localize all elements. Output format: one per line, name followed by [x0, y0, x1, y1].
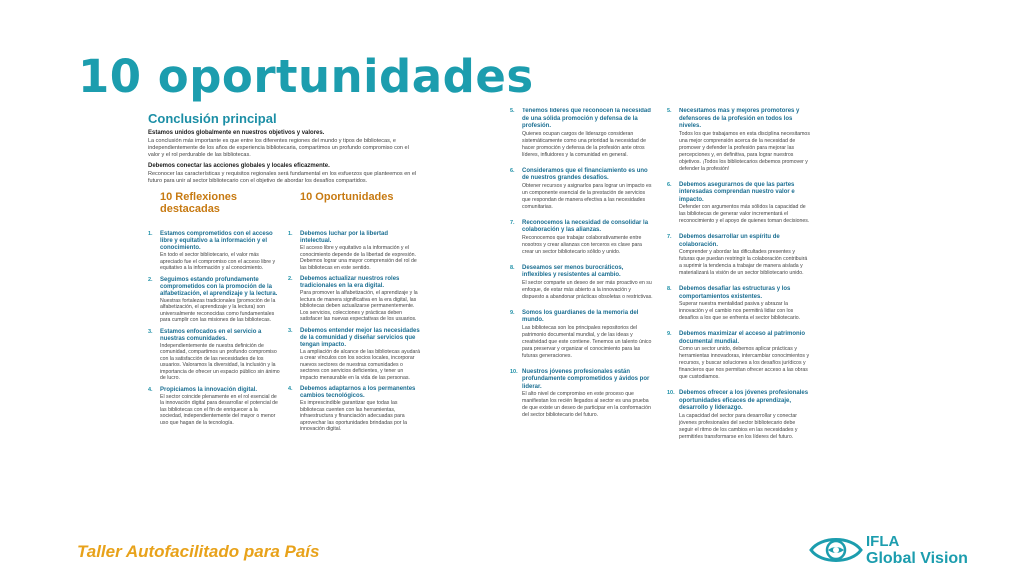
item-title: Seguimos estando profundamente comprometidos con la promoción de la alfabetización, el aprendizaje y la lectura. [160, 276, 278, 297]
item-text: En todo el sector bibliotecario, el valor más apreciado fue el compromiso con el acceso libre y equitativo a la información y al conocimiento. [160, 252, 276, 271]
list-item [667, 108, 810, 173]
item-title: Estamos comprometidos con el acceso libre y equitativo a la información y el conocimiento. [160, 231, 273, 251]
item-title: Debemos ofrecer a los jóvenes profesionales oportunidades eficaces de aprendizaje, desarrollo y liderazgo. [679, 390, 809, 411]
item-text: Comprender y abordar las dificultades presentes y futuras que puedan restringir la colaboración contribuirá a suprimir la tendencia a trabajar de manera aislada y materializará la visión de un sector bibliotecario unido. [679, 249, 808, 276]
list-item [288, 328, 420, 382]
item-text: Independientemente de nuestra definición de comunidad, compartimos un profundo compromiso con la satisfacción de las necesidades de los usuarios. Valoramos la diversidad, la inclusión y la importancia de ofrecer un espacio público sin ánimo de lucro. [160, 342, 280, 381]
list-item [148, 387, 280, 427]
item-text: El sector comparte un deseo de ser más proactivo en su enfoque, de estar más abierto a la innovación y dispuesto a abandonar prácticas obsoletas o restrictivas. [522, 279, 653, 300]
document-page-right [510, 108, 810, 536]
opportunities-continued-column [667, 108, 810, 450]
list-item [288, 276, 420, 323]
two-column-lists [144, 191, 424, 438]
item-number: 8. [510, 264, 515, 271]
reflections-heading: 10 Reflexiones destacadas [160, 191, 238, 215]
item-number: 8. [667, 286, 672, 292]
item-number: 5. [667, 108, 672, 114]
item-number: 6. [510, 167, 515, 174]
item-number: 2. [148, 276, 153, 283]
item-number: 9. [510, 309, 515, 316]
item-title: Debemos actualizar nuestros roles tradicionales en la era digital. [300, 276, 400, 289]
item-title: Debemos entender mejor las necesidades de la comunidad y diseñar servicios que tengan impacto. [300, 327, 420, 348]
item-number: 4. [288, 386, 293, 392]
item-title: Deseamos ser menos burocráticos, inflexibles y resistentes al cambio. [522, 264, 624, 278]
item-number: 9. [667, 331, 672, 337]
list-item [510, 108, 653, 159]
item-text: El sector coincide plenamente en el rol esencial de la innovación digital para desarrollar el potencial de las bibliotecas con el fin de enriquecer a la sociedad, independientemente del mayor o menor uso que hagan de la tecnología. [160, 393, 278, 426]
item-text: El acceso libre y equitativo a la información y el conocimiento depende de la libertad de expresión. Debemos lograr una mayor comprensión del rol de las bibliotecas en este sentido. [300, 245, 417, 271]
item-text: Quienes ocupan cargos de liderazgo consideran sistemáticamente como una prioridad la necesidad de hacer promoción y defensa de la profesión ante otros líderes, influidores y la comunidad en general. [522, 130, 646, 158]
item-number: 10. [510, 368, 518, 375]
logo-line-2: Global Vision [866, 550, 968, 567]
list-item [510, 168, 653, 211]
item-title: Propiciamos la innovación digital. [160, 386, 258, 393]
item-title: Consideramos que el financiamiento es uno de nuestros grandes desafíos. [522, 167, 648, 181]
ifla-global-vision-logo [808, 528, 968, 572]
item-number: 3. [288, 327, 293, 334]
footer-workshop-label: Taller Autofacilitado para País [77, 542, 320, 561]
eye-icon [808, 532, 864, 568]
reflections-column [148, 191, 280, 438]
list-item [510, 369, 653, 420]
item-number: 1. [288, 231, 293, 237]
item-text: Superar nuestra mentalidad pasiva y abrazar la innovación y el cambio nos permitirá lidiar con los desafíos a los que se enfrenta el sector bibliotecario. [679, 301, 801, 321]
item-number: 3. [148, 328, 153, 335]
item-title: Tenemos líderes que reconocen la necesidad de una sólida promoción y defensa de la profesión. [522, 108, 651, 129]
conclusion-intro [144, 130, 424, 185]
list-item [667, 182, 810, 226]
list-item [510, 265, 653, 301]
item-text: Es imprescindible garantizar que todas las bibliotecas cuenten con las herramientas, infraestructura y financiación adecuadas para aprovechar las oportunidades brindadas por la innovación digital. [300, 400, 407, 432]
list-item [667, 331, 810, 381]
list-item [148, 329, 280, 382]
document-page-left [144, 108, 424, 540]
item-number: 10. [667, 390, 675, 396]
item-title: Debemos luchar por la libertad intelectual. [300, 231, 389, 244]
logo-text [866, 533, 968, 567]
item-title: Somos los guardianes de la memoria del mundo. [522, 309, 639, 323]
item-number: 7. [667, 234, 672, 240]
list-item [667, 390, 810, 441]
intro-text: Reconocer las características y requisitos regionales será fundamental en los esfuerzos que planteemos en el futuro para unir al sector bibliotecario con el objetivo de abordar los desafíos compartidos. [148, 171, 417, 184]
list-item [148, 277, 280, 324]
item-title: Debemos asegurarnos de que las partes interesadas comprendan nuestro valor e impacto. [679, 181, 795, 203]
item-text: Obtener recursos y asignarlos para lograr un impacto es un componente esencial de la prestación de servicios que respondan de manera efectiva a las necesidades comunitarias. [522, 182, 652, 210]
item-title: Reconocemos la necesidad de consolidar la colaboración y las alianzas. [522, 219, 649, 233]
item-text: Nuestras fortalezas tradicionales (promoción de la alfabetización, el aprendizaje y la lectura) son universalmente reconocidas como fundamentales para cumplir con las misiones de las bibliotecas. [160, 297, 276, 323]
item-title: Debemos desafiar las estructuras y los comportamientos existentes. [679, 286, 791, 300]
item-text: La ampliación de alcance de las bibliotecas ayudará a crear vínculos con los socios locales, incorporar nuevos sectores de nuestras comunidades o sectores con servicios deficientes, y tener un impacto mensurable en la vida de las personas. [300, 348, 420, 381]
item-title: Debemos adaptarnos a los permanentes cambios tecnológicos. [300, 386, 416, 399]
reflections-continued-column [510, 108, 653, 450]
list-item [510, 310, 653, 360]
intro-text: La conclusión más importante es que entre los diferentes regiones del mundo y tipos de bibliotecas, e independientemente de los años de experiencia bibliotecaria, compartimos un profundo compromiso con el valor y el rol perdurable de las bibliotecas. [148, 138, 409, 158]
list-item [288, 231, 420, 271]
list-item [667, 286, 810, 322]
item-number: 2. [288, 276, 293, 282]
logo-line-1: IFLA [866, 533, 900, 550]
list-item [510, 220, 653, 256]
list-item [148, 231, 280, 272]
item-number: 7. [510, 219, 515, 226]
main-conclusion-heading: Conclusión principal [148, 111, 277, 126]
item-text: Reconocemos que trabajar colaborativamente entre nosotros y crear alianzas con terceros es clave para crear un sector bibliotecario sólido y unido. [522, 234, 642, 255]
item-text: Como un sector unido, debemos aplicar prácticas y herramientas innovadoras, intercambiar conocimientos y recursos, y buscar soluciones a los desafíos jurídicos y financieros que nos permitan ofrecer acceso a las obras que custodiamos. [679, 346, 810, 380]
item-number: 1. [148, 231, 153, 237]
item-title: Necesitamos más y mejores promotores y defensores de la profesión en todos los niveles. [679, 108, 800, 129]
item-number: 4. [148, 386, 153, 393]
item-number: 5. [510, 108, 515, 114]
item-text: Todos los que trabajamos en esta disciplina necesitamos una mejor comprensión acerca de la necesidad de promover y defender la profesión para mejorar las percepciones y, en definitiva, para lograr nuestros objetivos. ¡Todos los bibliotecarios debemos promover y defender la profesión! [679, 130, 810, 172]
item-text: El alto nivel de compromiso en este proceso que manifiestan los recién llegados al sector es una prueba de que existe un deseo de participar en la conformación del sector bibliotecario del futuro. [522, 391, 651, 418]
list-item [667, 234, 810, 277]
opportunities-heading: 10 Oportunidades [300, 191, 394, 203]
item-text: Defender con argumentos más sólidos la capacidad de las bibliotecas de generar valor incrementará el reconocimiento y el apoyo de quienes toman decisiones. [679, 204, 810, 224]
opportunities-column [288, 191, 420, 438]
item-text: La capacidad del sector para desarrollar y conectar jóvenes profesionales del sector bibliotecario debe seguir el ritmo de los cambios en las necesidades y permitirles transformarse en los líderes del futuro. [679, 412, 798, 440]
item-title: Debemos maximizar el acceso al patrimonio documental mundial. [679, 331, 806, 345]
item-text: Para promover la alfabetización, el aprendizaje y la lectura de manera significativa en la era digital, las bibliotecas deben actualizarse permanentemente. Los servicios, colecciones y prácticas deben satisfacer las nuevas expectativas de los usuarios. [300, 290, 418, 322]
slide-title: 10 oportunidades [78, 50, 534, 103]
item-title: Nuestros jóvenes profesionales están profundamente comprometidos y ávidos por liderar. [522, 368, 650, 390]
item-title: Estamos enfocados en el servicio a nuestras comunidades. [160, 328, 262, 342]
item-number: 6. [667, 181, 672, 188]
item-title: Debemos desarrollar un espíritu de colaboración. [679, 234, 780, 248]
intro-title: Estamos unidos globalmente en nuestros objetivos y valores. [148, 130, 325, 136]
intro-title: Debemos conectar las acciones globales y locales eficazmente. [148, 163, 330, 169]
list-item [288, 386, 420, 433]
item-text: Las bibliotecas son los principales repositorios del patrimonio documental mundial, y de las ideas y creatividad que este contiene. Tenemos un talento único para preservar y organizar el conocimiento para las futuras generaciones. [522, 324, 652, 359]
